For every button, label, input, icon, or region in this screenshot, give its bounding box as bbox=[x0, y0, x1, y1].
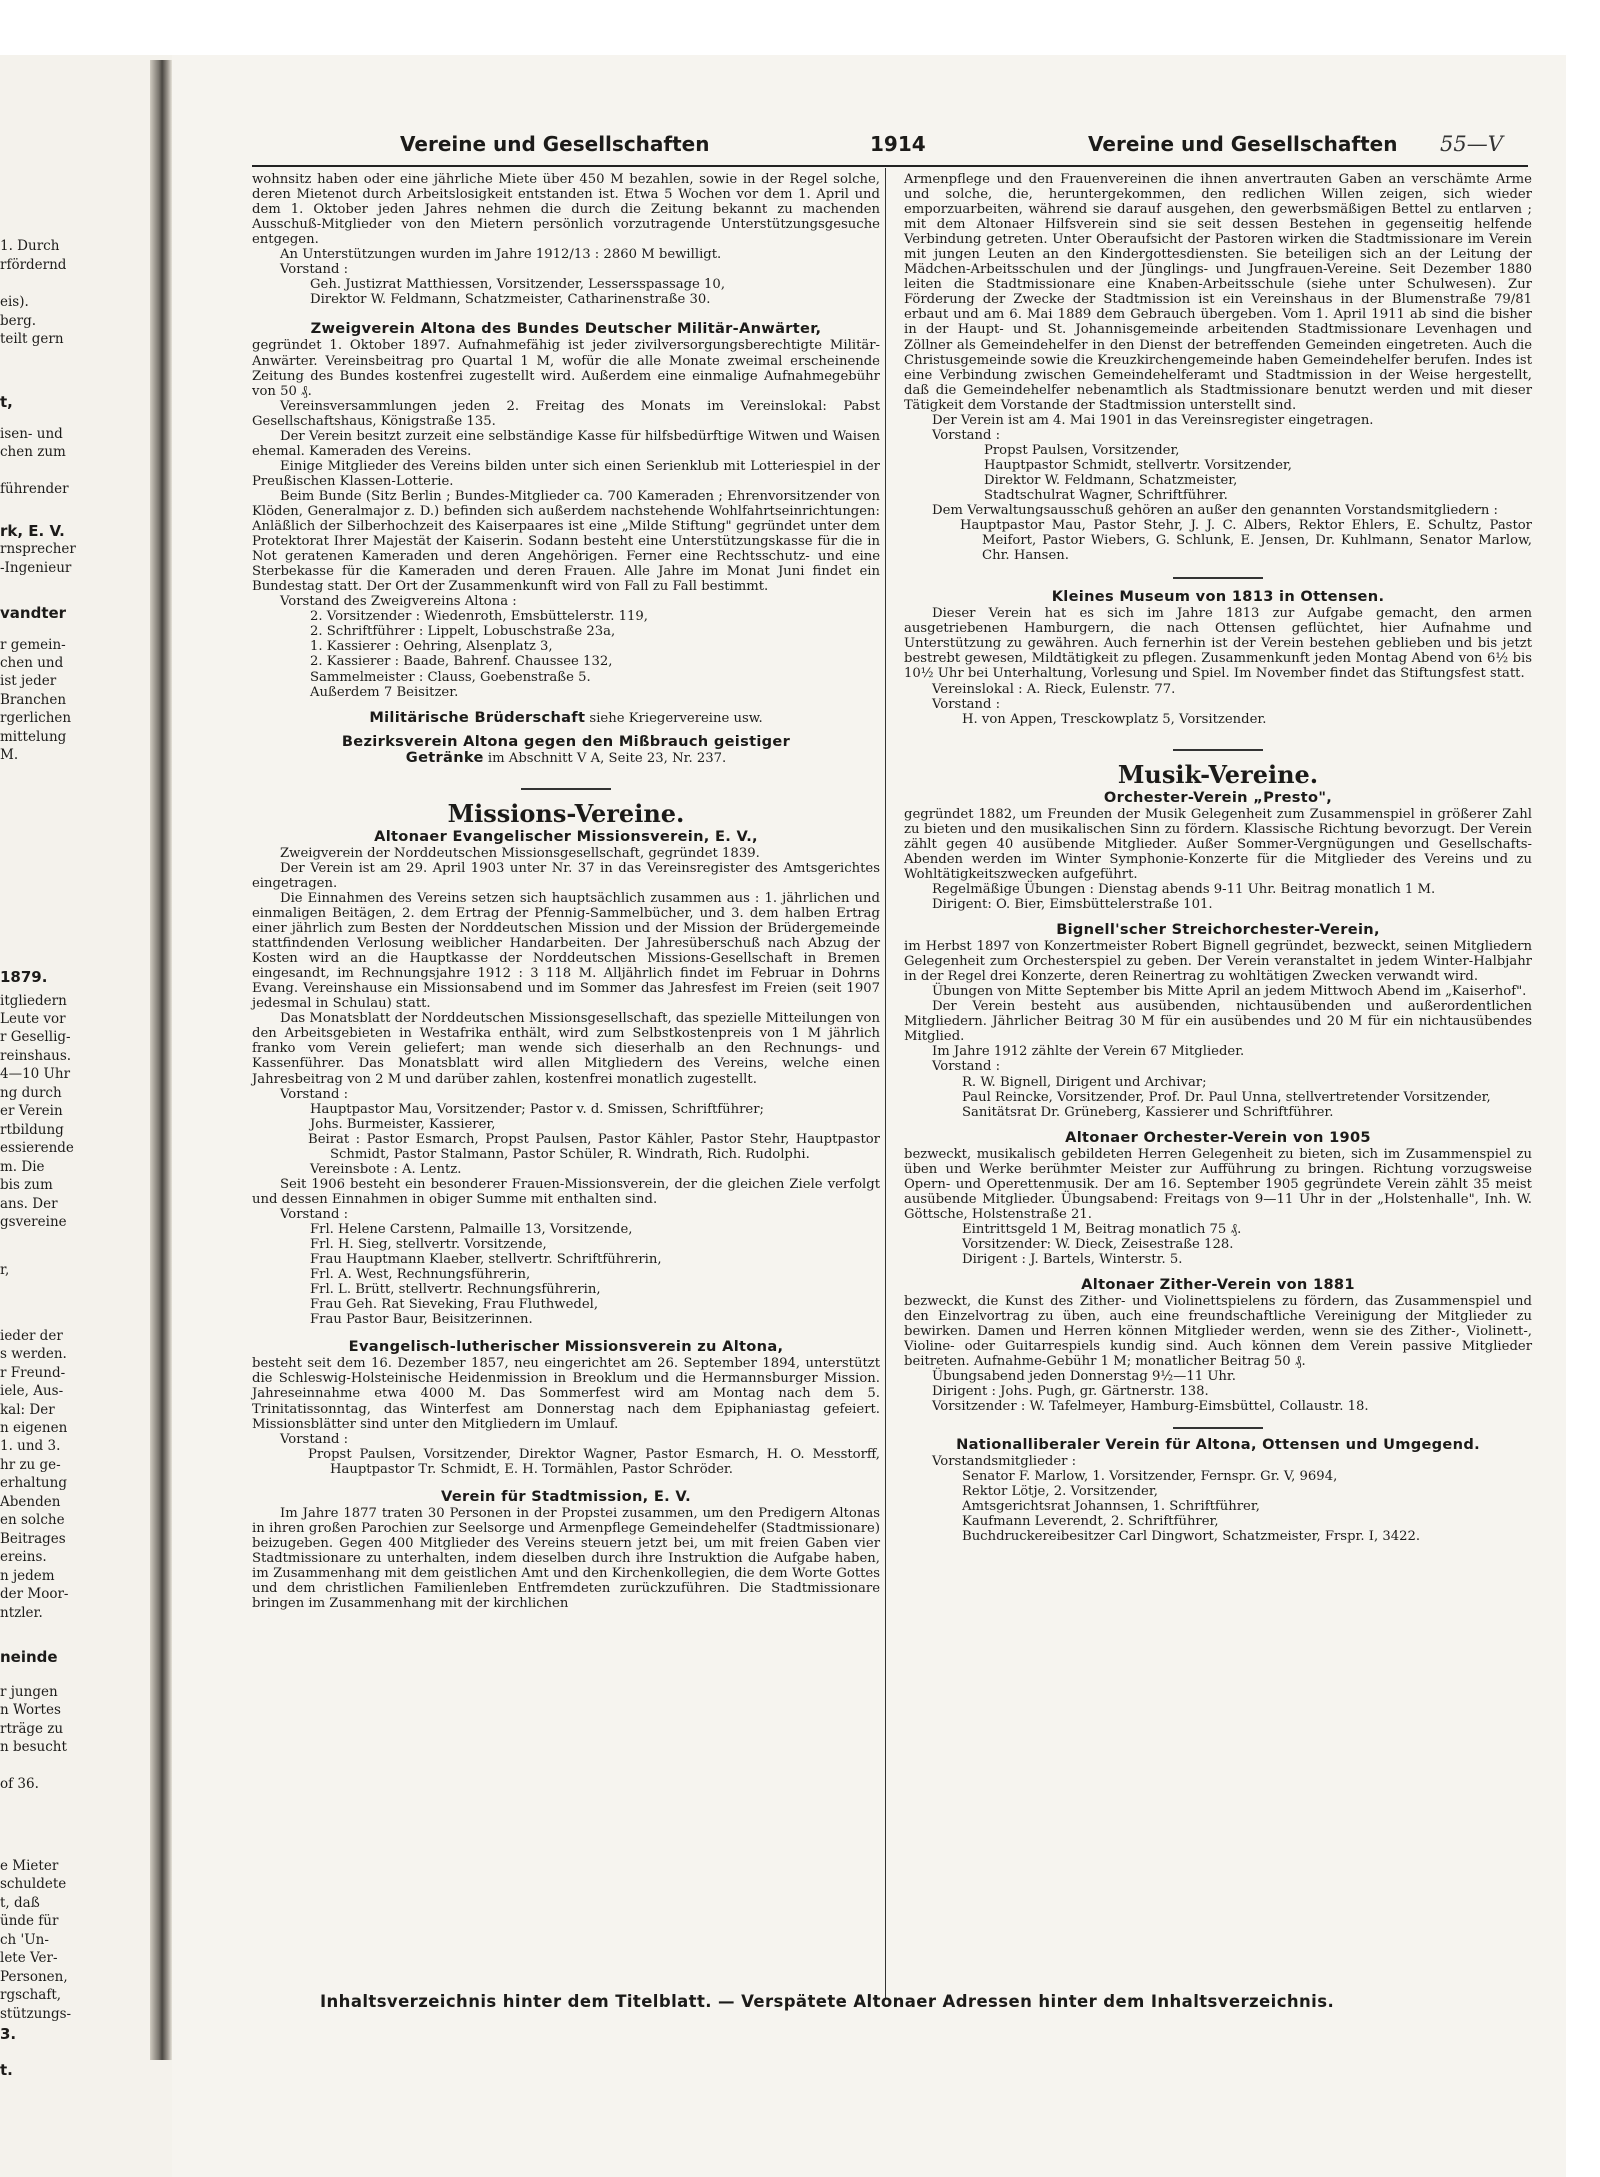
right-column bbox=[904, 172, 1532, 1544]
facing-page-fragment: 1. Durch bbox=[0, 238, 60, 254]
running-head-left: Vereine und Gesellschaften bbox=[400, 132, 710, 156]
board-intro: Vorstand des Zweigvereins Altona : bbox=[280, 594, 517, 610]
board-line: Paul Reincke, Vorsitzender, Prof. Dr. Paul Unna, stellvertretender Vorsitzender, bbox=[962, 1089, 1491, 1105]
board-line: Frau Hauptmann Klaeber, stellvertr. Schriftführerin, bbox=[310, 1252, 662, 1268]
running-head-year: 1914 bbox=[870, 132, 926, 156]
board-line: Außerdem 7 Beisitzer. bbox=[310, 684, 459, 700]
board-line: Frl. Helene Carstenn, Palmaille 13, Vorsitzende, bbox=[310, 1222, 633, 1237]
facing-page-strip bbox=[0, 130, 150, 2079]
facing-page-fragment: vandter bbox=[0, 604, 67, 622]
facing-page-fragment: t. bbox=[0, 2061, 13, 2079]
page-number: 55—V bbox=[1440, 132, 1503, 156]
facing-page-fragment: ereins. bbox=[0, 1549, 47, 1565]
paragraph: Dirigent : J. Bartels, Winterstr. 5. bbox=[962, 1252, 1183, 1268]
board-line: Geh. Justizrat Matthiessen, Vorsitzender, Lessersspassage 10, bbox=[310, 277, 726, 293]
paragraph: im Herbst 1897 von Konzertmeister Robert Bignell gegründet, bezweckt, seinen Mitgliedern Gelegenheit zum Orchesterspiel zu geben. Der Verein veranstaltet in jedem Winter-Halbjahr in der Regel drei Konzerte, deren Reinertrag zu wohltätigen Zwecken verwandt wird. bbox=[904, 939, 1532, 985]
facing-page-fragment: stützungs- bbox=[0, 2006, 72, 2022]
facing-page-fragment: n eigenen bbox=[0, 1420, 68, 1436]
facing-page-fragment: rträge zu bbox=[0, 1721, 64, 1737]
cross-reference-text: im Abschnitt V A, Seite 23, Nr. 237. bbox=[483, 750, 727, 766]
paragraph: besteht seit dem 16. Dezember 1857, neu eingerichtet am 26. September 1894, unterstützt die Schleswig-Holsteinische Heidenmission in Breoklum und die Hermannsburger Mission. Jahreseinnahme etwa 4000 M. Das Sommerfest wird am Montag nach dem 5. Trinitatissonntag, das Winterfest am Donnerstag nach dem Epiphaniastag gefeiert. Missionsblätter sind unter den Mitgliedern im Umlauf. bbox=[252, 1356, 880, 1432]
board-line: Sanitätsrat Dr. Grüneberg, Kassierer und Schriftführer. bbox=[962, 1104, 1334, 1120]
section-heading: Verein für Stadtmission, E. V. bbox=[441, 1487, 691, 1505]
paragraph: Eintrittsgeld 1 M, Beitrag monatlich 75 ₰. bbox=[962, 1221, 1242, 1237]
paragraph: Seit 1906 besteht ein besonderer Frauen-Missionsverein, der die gleichen Ziele verfolgt und dessen Einnahmen in obiger Summe mit enthalten sind. bbox=[252, 1176, 880, 1207]
paragraph: Armenpflege und den Frauenvereinen die ihnen anvertrauten Gaben an verschämte Arme und solche, die, heruntergekommen, den redlichen Willen zeigen, sich wieder emporzuarbeiten, während sie darauf ausgehen, den gewerbsmäßigen Bettel zu entlarven ; mit dem Altonaer Hilfsverein sind sie seit dessen Bestehen in gegenseitig helfende Verbindung getreten. Unter Oberaufsicht der Pastoren wirken die Stadtmissionare im Verein mit jungen Leuten an den Kindergottesdiensten. Sie beteiligen sich an der Leitung der Mädchen-Arbeitsschulen und der Jünglings- und Jungfrauen-Vereine. Seit Dezember 1880 leiten die Stadtmissionare eine Knaben-Arbeitsschule (siehe unter Schulwesen). Zur Förderung der Zwecke der Stadtmission ist ein Vereinshaus in der Blumenstraße 79/81 erbaut und am 6. Mai 1889 dem Gebrauch übergeben. Vom 1. April 1911 ab sind die bisher in der Haupt- und St. Johannisgemeinde arbeitenden Stadtmissionare Levenhagen und Zöllner als Gemeindehelfer in den Dienst der betreffenden Gemeinden eingetreten. Auch die Christusgemeinde sowie die Kreuzkirchengemeinde haben Gemeindehelfer berufen. Indes ist eine Verbindung zwischen Gemeindehelferamt und Stadtmission in der Weise hergestellt, daß die Gemeindehelfer nebenamtlich als Stadtmissionare benutzt werden und mit dieser Tätigkeit dem Vorstande der Stadtmission unterstellt sind. bbox=[904, 172, 1532, 413]
board-line: Propst Paulsen, Vorsitzender, Direktor Wagner, Pastor Esmarch, H. O. Messtorff, Hauptpastor Tr. Schmidt, E. H. Tormählen, Pastor Schröder. bbox=[308, 1446, 880, 1477]
paragraph: bezweckt, die Kunst des Zither- und Violinettspielens zu fördern, das Zusammenspiel und den Einzelvortrag zu üben, auch eine freundschaftliche Vereinigung der Mitglieder zu bewirken. Damen und Herren können Mitglieder werden, wenn sie des Zither-, Violinett-, Violine- oder Guitarrespiels kundig sind. Auch können dem Verein passive Mitglieder beitreten. Aufnahme-Gebühr 1 M; monatlicher Beitrag 50 ₰. bbox=[904, 1294, 1532, 1370]
facing-page-fragment: chen zum bbox=[0, 444, 66, 460]
facing-page-fragment: 4—10 Uhr bbox=[0, 1066, 71, 1082]
facing-page-fragment: Personen, bbox=[0, 1969, 68, 1985]
cross-reference-text: siehe Kriegervereine usw. bbox=[585, 710, 763, 726]
facing-page-fragment: kal: Der bbox=[0, 1402, 55, 1418]
paragraph: Einige Mitglieder des Vereins bilden unter sich einen Serienklub mit Lotteriespiel in der Preußischen Klassen-Lotterie. bbox=[252, 458, 880, 489]
chapter-title: Musik-Vereine. bbox=[1117, 759, 1319, 789]
facing-page-fragment: gsvereine bbox=[0, 1214, 67, 1230]
paragraph: Beim Bunde (Sitz Berlin ; Bundes-Mitglieder ca. 700 Kameraden ; Ehrenvorsitzender von Klöden, Generalmajor z. D.) befinden sich außerdem nachstehende Wohlfahrtseinrichtungen: Anläßlich der Silberhochzeit des Kaiserpaares ist eine „Milde Stiftung" gegründet unter dem Protektorat Ihrer Majestät der Kaiserin. Sodann besteht eine Unterstützungskasse für die in Not geratenen Kameraden und deren Angehörigen. Ferner eine Rechtsschutz- und eine Sterbekasse für die Kameraden und deren Frauen. Alle Jahre im Monat Juni findet ein Bundestag statt. Der Ort der Zusammenkunft wird von Fall zu Fall bestimmt. bbox=[252, 488, 880, 595]
facing-page-fragment: reinshaus. bbox=[0, 1048, 72, 1064]
section-heading: Altonaer Evangelischer Missionsverein, E. V., bbox=[374, 827, 758, 845]
facing-page-fragment: der Moor- bbox=[0, 1586, 69, 1602]
cross-reference bbox=[252, 734, 880, 766]
facing-page-fragment: t, bbox=[0, 393, 13, 411]
facing-page-fragment: iele, Aus- bbox=[0, 1383, 64, 1399]
facing-page-fragment: rk, E. V. bbox=[0, 522, 65, 540]
facing-page-fragment: of 36. bbox=[0, 1776, 39, 1792]
facing-page-fragment: 1. und 3. bbox=[0, 1438, 61, 1454]
facing-page-fragment: m. Die bbox=[0, 1159, 45, 1175]
facing-page-fragment: e Mieter bbox=[0, 1858, 59, 1874]
paragraph: Vorsitzender: W. Dieck, Zeisestraße 128. bbox=[962, 1237, 1234, 1252]
facing-page-fragment: teilt gern bbox=[0, 331, 64, 347]
paragraph: gegründet 1. Oktober 1897. Aufnahmefähig ist jeder zivilversorgungsberechtigte Militär-Anwärter. Vereinsbeitrag pro Quartal 1 M, wofür die alle Monate zweimal erscheinende Zeitung des Bundes kostenfrei zugestellt wird. Außerdem eine einmalige Aufnahmegebühr von 50 ₰. bbox=[252, 338, 880, 399]
facing-page-fragment: 3. bbox=[0, 2025, 17, 2043]
board-intro: Vorstand : bbox=[932, 427, 1001, 443]
paragraph: Der Verein ist am 29. April 1903 unter Nr. 37 in das Vereinsregister des Amtsgerichtes eingetragen. bbox=[252, 860, 880, 891]
board-line: 2. Schriftführer : Lippelt, Lobuschstraße 23a, bbox=[310, 624, 616, 640]
paragraph: gegründet 1882, um Freunden der Musik Gelegenheit zum Zusammenspiel in größerer Zahl zu bieten und den musikalischen Sinn zu fördern. Klassische Richtung bevorzugt. Der Verein zählt gegen 40 ausübende Mitglieder. Außer Sommer-Vergnügungen und Gesellschafts-Abenden werden im Winter Symphonie-Konzerte für die Mitglieder des Vereins und zu Wohltätigkeitszwecken aufgeführt. bbox=[904, 806, 1532, 882]
intro-line: Vorstand : bbox=[280, 262, 349, 278]
facing-page-fragment: lete Ver- bbox=[0, 1950, 58, 1966]
facing-page-fragment: r jungen bbox=[0, 1684, 58, 1700]
facing-page-fragment: rgerlichen bbox=[0, 710, 72, 726]
cross-reference-title: Militärische Brüderschaft bbox=[369, 708, 586, 726]
facing-page-fragment: chen und bbox=[0, 655, 64, 671]
board-intro: Vorstandsmitglieder : bbox=[932, 1453, 1077, 1469]
facing-page-fragment: n besucht bbox=[0, 1739, 67, 1755]
facing-page-fragment: rgschaft, bbox=[0, 1987, 62, 2003]
facing-page-fragment: schuldete bbox=[0, 1876, 67, 1892]
facing-page-fragment: en solche bbox=[0, 1512, 65, 1528]
paragraph: Dem Verwaltungsausschuß gehören an außer den genannten Vorstandsmitgliedern : bbox=[932, 503, 1498, 519]
facing-page-fragment: r Gesellig- bbox=[0, 1029, 71, 1045]
board-intro: Vorstand : bbox=[932, 1059, 1001, 1075]
board-line: Buchdruckereibesitzer Carl Dingwort, Schatzmeister, Frspr. I, 3422. bbox=[962, 1528, 1421, 1544]
cross-reference bbox=[252, 710, 880, 726]
facing-page-fragment: hr zu ge- bbox=[0, 1457, 61, 1473]
section-separator bbox=[1173, 1427, 1263, 1429]
intro-line: An Unterstützungen wurden im Jahre 1912/13 : 2860 M bewilligt. bbox=[280, 247, 722, 263]
facing-page-fragment: ntzler. bbox=[0, 1605, 43, 1621]
facing-page-fragment: Beitrages bbox=[0, 1531, 66, 1547]
board-line: Frl. L. Brütt, stellvertr. Rechnungsführerin, bbox=[310, 1282, 601, 1298]
section-heading: Zweigverein Altona des Bundes Deutscher Militär-Anwärter, bbox=[310, 320, 822, 338]
section-heading: Bignell'scher Streichorchester-Verein, bbox=[1056, 921, 1380, 939]
board-line: Stadtschulrat Wagner, Schriftführer. bbox=[984, 487, 1228, 503]
facing-page-fragment: rtbildung bbox=[0, 1122, 64, 1138]
board-intro: Vorstand : bbox=[280, 1206, 349, 1222]
board-line: 2. Kassierer : Baade, Bahrenf. Chaussee 132, bbox=[310, 654, 613, 670]
board-line: Hauptpastor Schmidt, stellvertr. Vorsitzender, bbox=[984, 457, 1292, 473]
intro-paragraph: wohnsitz haben oder eine jährliche Miete über 450 M bezahlen, sowie in der Regel solche, deren Mietenot durch Arbeitslosigkeit entstanden ist. Etwa 5 Wochen vor dem 1. April und dem 1. Oktober jeden Jahres nehmen die durch die Zeitung bekannt zu machenden Ausschuß-Mitglieder von den Mietern persönlich vorzutragende Unterstützungsgesuche entgegen. bbox=[252, 172, 880, 248]
section-heading: Nationalliberaler Verein für Altona, Ottensen und Umgegend. bbox=[956, 1435, 1480, 1453]
facing-page-fragment: t, daß bbox=[0, 1895, 40, 1911]
board-line: 1. Kassierer : Oehring, Alsenplatz 3, bbox=[310, 639, 553, 655]
facing-page-fragment: M. bbox=[0, 747, 19, 763]
facing-page-fragment: -Ingenieur bbox=[0, 560, 72, 576]
paragraph: Dirigent: O. Bier, Eimsbüttelerstraße 101. bbox=[932, 897, 1213, 913]
book-gutter bbox=[150, 60, 172, 2060]
facing-page-fragment: s werden. bbox=[0, 1346, 67, 1362]
paragraph: Zweigverein der Norddeutschen Missionsgesellschaft, gegründet 1839. bbox=[280, 845, 760, 861]
facing-page-fragment: berg. bbox=[0, 313, 37, 329]
paragraph: Vereinsversammlungen jeden 2. Freitag des Monats im Vereinslokal: Pabst Gesellschaftshaus, Königstraße 135. bbox=[252, 398, 880, 429]
board-line: H. von Appen, Tresckowplatz 5, Vorsitzender. bbox=[962, 711, 1267, 727]
facing-page-fragment: r gemein- bbox=[0, 637, 66, 653]
board-line: Sammelmeister : Clauss, Goebenstraße 5. bbox=[310, 669, 591, 685]
facing-page-fragment: itgliedern bbox=[0, 993, 67, 1009]
section-heading: Altonaer Zither-Verein von 1881 bbox=[1081, 1276, 1355, 1294]
paragraph: Dieser Verein hat es sich im Jahre 1813 zur Aufgabe gemacht, den armen ausgetriebenen Hamburgern, die nach Ottensen geflüchtet, hier Aufnahme und Unterstützung zu gewähren. Auch fernerhin ist der Verein bestehen geblieben und bis jetzt bestrebt gewesen, Mildtätigkeit zu pflegen. Zusammenkunft jeden Montag Abend von 6½ bis 10½ Uhr bei Unterhaltung, Vorlesung und Spiel. Im November findet das Stiftungsfest statt. bbox=[904, 606, 1532, 682]
section-heading: Kleines Museum von 1813 in Ottensen. bbox=[1051, 588, 1385, 606]
paragraph: Im Jahre 1877 traten 30 Personen in der Propstei zusammen, um den Predigern Altonas in ihren großen Parochien zur Seelsorge und Armenpflege Gemeindehelfer (Stadtmissionare) beizugeben. Gegen 400 Mitglieder des Vereins steuern jetzt bei, um mit freien Gaben vier Stadtmissionare zu unterhalten, indem dieselben durch ihre Instruktion die Aufgabe haben, im Zusammenhang mit dem geistlichen Amt und den Kirchenkollegien, die dem Worte Gottes und dem christlichen Familienleben Entfremdeten zurückzuführen. Die Stadtmissionare bringen im Zusammenhang mit der kirchlichen bbox=[252, 1505, 880, 1612]
cross-reference-title: Getränke bbox=[405, 748, 484, 766]
cross-reference-title: Bezirksverein Altona gegen den Mißbrauch geistiger bbox=[341, 732, 791, 750]
paragraph: Vereinslokal : A. Rieck, Eulenstr. 77. bbox=[932, 681, 1176, 697]
facing-page-fragment: Abenden bbox=[0, 1494, 61, 1510]
section-heading: Altonaer Orchester-Verein von 1905 bbox=[1065, 1128, 1371, 1146]
board-line: Kaufmann Leverendt, 2. Schriftführer, bbox=[962, 1513, 1219, 1529]
facing-page-fragment: eis). bbox=[0, 294, 29, 310]
facing-page-fragment: ng durch bbox=[0, 1085, 62, 1101]
left-column bbox=[252, 172, 880, 1611]
board-line: Hauptpastor Mau, Pastor Stehr, J. J. C. Albers, Rektor Ehlers, E. Schultz, Pastor Meifort, Pastor Wiebers, G. Schlunk, E. Jensen, Dr. Kuhlmann, Senator Marlow, Chr. Hansen. bbox=[960, 518, 1532, 564]
facing-page-fragment: isen- und bbox=[0, 426, 63, 442]
section-separator bbox=[1173, 577, 1263, 579]
section-heading: Evangelisch-lutherischer Missionsverein zu Altona, bbox=[348, 1338, 784, 1356]
paragraph: Das Monatsblatt der Norddeutschen Missionsgesellschaft, das spezielle Mitteilungen von den Arbeitsgebieten in Westafrika enthält, wird zum Selbstkostenpreis von 1 M jährlich franko vom Verein geliefert; man wende sich dieserhalb an den Rechnungs- und Kassenführer. Das Monatsblatt wird allen Mitgliedern des Vereins, welche einen Jahresbeitrag von 2 M und darüber zahlen, kostenfrei monatlich zugestellt. bbox=[252, 1011, 880, 1087]
facing-page-fragment: mittelung bbox=[0, 729, 67, 745]
facing-page-fragment: 1879. bbox=[0, 968, 48, 986]
facing-page-fragment: n Wortes bbox=[0, 1702, 61, 1718]
scan-margin-top bbox=[0, 0, 1600, 55]
board-line: Hauptpastor Mau, Vorsitzender; Pastor v. d. Smissen, Schriftführer; bbox=[310, 1101, 764, 1117]
paragraph: Übungsabend jeden Donnerstag 9½—11 Uhr. bbox=[932, 1369, 1236, 1385]
facing-page-fragment: rnsprecher bbox=[0, 541, 76, 557]
paragraph: Der Verein besitzt zurzeit eine selbständige Kasse für hilfsbedürftige Witwen und Waisen ehemal. Kameraden des Vereins. bbox=[252, 428, 880, 459]
paragraph: Der Verein besteht aus ausübenden, nichtausübenden und außerordentlichen Mitgliedern. Jährlicher Beitrag 30 M für ein ausübendes und 20 M für ein nichtausübendes Mitglied. bbox=[904, 999, 1532, 1045]
facing-page-fragment: Branchen bbox=[0, 692, 67, 708]
header-rule bbox=[252, 165, 1528, 167]
board-line: 2. Vorsitzender : Wiedenroth, Emsbüttelerstr. 119, bbox=[310, 609, 648, 625]
paragraph: Im Jahre 1912 zählte der Verein 67 Mitglieder. bbox=[932, 1044, 1245, 1060]
facing-page-fragment: n jedem bbox=[0, 1568, 55, 1584]
board-line: Amtsgerichtsrat Johannsen, 1. Schriftführer, bbox=[962, 1498, 1260, 1514]
board-line: Propst Paulsen, Vorsitzender, bbox=[984, 442, 1180, 458]
board-line: Frl. A. West, Rechnungsführerin, bbox=[310, 1267, 531, 1283]
facing-page-fragment: ch 'Un- bbox=[0, 1932, 49, 1948]
board-intro: Vorstand : bbox=[280, 1086, 349, 1102]
board-line: Frau Pastor Baur, Beisitzerinnen. bbox=[310, 1312, 533, 1328]
paragraph: Vorsitzender : W. Tafelmeyer, Hamburg-Eimsbüttel, Collaustr. 18. bbox=[932, 1399, 1369, 1415]
facing-page-fragment: Leute vor bbox=[0, 1011, 66, 1027]
facing-page-fragment: neinde bbox=[0, 1648, 58, 1666]
facing-page-fragment: ünde für bbox=[0, 1913, 59, 1929]
section-separator bbox=[1173, 749, 1263, 751]
chapter-title: Missions-Vereine. bbox=[447, 798, 685, 828]
paragraph: Die Einnahmen des Vereins setzen sich hauptsächlich zusammen aus : 1. jährlichen und einmaligen Beitägen, 2. dem Ertrag der Pfennig-Sammelbücher, und 3. dem halben Ertrag einer jährlich zum Besten der Norddeutschen Mission und der Mission der Brüdergemeinde stattfindenden Verlosung weiblicher Handarbeiten. Der Jahresüberschuß nach Abzug der Kosten wird an die Hauptkasse der Norddeutschen Missions-Gesellschaft in Bremen eingesandt, im Rechnungsjahre 1912 : 3 118 M. Alljährlich findet im Februar in Dohrns Evang. Vereinshause ein Missionsabend und im Sommer das Jahresfest im Freien (seit 1907 jedesmal in Schulau) statt. bbox=[252, 890, 880, 1012]
board-line: Frau Geh. Rat Sieveking, Frau Fluthwedel, bbox=[310, 1297, 599, 1313]
facing-page-fragment: führender bbox=[0, 481, 69, 497]
facing-page-fragment: ans. Der bbox=[0, 1196, 58, 1212]
page-footer: Inhaltsverzeichnis hinter dem Titelblatt. — Verspätete Altonaer Adressen hinter dem Inhaltsverzeichnis. bbox=[320, 1992, 1335, 2011]
running-head-right: Vereine und Gesellschaften bbox=[1088, 132, 1398, 156]
board-line: R. W. Bignell, Dirigent und Archivar; bbox=[962, 1074, 1207, 1090]
board-line: Frl. H. Sieg, stellvertr. Vorsitzende, bbox=[310, 1237, 547, 1253]
facing-page-fragment: essierende bbox=[0, 1140, 74, 1156]
board-line: Johs. Burmeister, Kassierer, bbox=[310, 1116, 496, 1132]
board-line: Senator F. Marlow, 1. Vorsitzender, Fernspr. Gr. V, 9694, bbox=[962, 1468, 1338, 1484]
board-intro: Vorstand : bbox=[280, 1431, 349, 1447]
facing-page-fragment: rfördernd bbox=[0, 257, 67, 273]
facing-page-fragment: r Freund- bbox=[0, 1365, 66, 1381]
paragraph: Regelmäßige Übungen : Dienstag abends 9-11 Uhr. Beitrag monatlich 1 M. bbox=[932, 881, 1436, 897]
facing-page-fragment: bis zum bbox=[0, 1177, 53, 1193]
section-heading: Orchester-Verein „Presto", bbox=[1103, 788, 1333, 806]
board-line: Beirat : Pastor Esmarch, Propst Paulsen, Pastor Kähler, Pastor Stehr, Hauptpastor Schmidt, Pastor Stalmann, Pastor Schüler, R. Windrath, Rich. Rudolphi. bbox=[308, 1131, 880, 1162]
board-line: Direktor W. Feldmann, Schatzmeister, Catharinenstraße 30. bbox=[310, 292, 711, 308]
facing-page-fragment: er Verein bbox=[0, 1103, 63, 1119]
board-line: Direktor W. Feldmann, Schatzmeister, bbox=[984, 472, 1238, 488]
facing-page-fragment: ist jeder bbox=[0, 673, 57, 689]
board-line: Vereinsbote : A. Lentz. bbox=[310, 1161, 462, 1177]
board-intro: Vorstand : bbox=[932, 696, 1001, 712]
board-line: Rektor Lötje, 2. Vorsitzender, bbox=[962, 1483, 1158, 1499]
facing-page-fragment: erhaltung bbox=[0, 1475, 67, 1491]
facing-page-fragment: r, bbox=[0, 1262, 10, 1278]
paragraph: Dirigent : Johs. Pugh, gr. Gärtnerstr. 138. bbox=[932, 1384, 1209, 1400]
paragraph: Übungen von Mitte September bis Mitte April an jedem Mittwoch Abend im „Kaiserhof". bbox=[932, 984, 1527, 1000]
facing-page-fragment: ieder der bbox=[0, 1328, 63, 1344]
section-separator bbox=[521, 788, 611, 790]
paragraph: Der Verein ist am 4. Mai 1901 in das Vereinsregister eingetragen. bbox=[932, 412, 1374, 428]
column-divider bbox=[885, 168, 886, 1998]
scan-margin-right bbox=[1566, 55, 1600, 2177]
paragraph: bezweckt, musikalisch gebildeten Herren Gelegenheit zu bieten, sich im Zusammenspiel zu üben und Werke berühmter Meister zur Aufführung zu bringen. Richtung vorzugsweise Opern- und Operettenmusik. Der am 16. September 1905 gegründete Verein zählt 35 meist ausübende Mitglieder. Übungsabend: Freitags von 9—11 Uhr in der „Holstenhalle", Inh. W. Göttsche, Holstenstraße 21. bbox=[904, 1146, 1532, 1222]
